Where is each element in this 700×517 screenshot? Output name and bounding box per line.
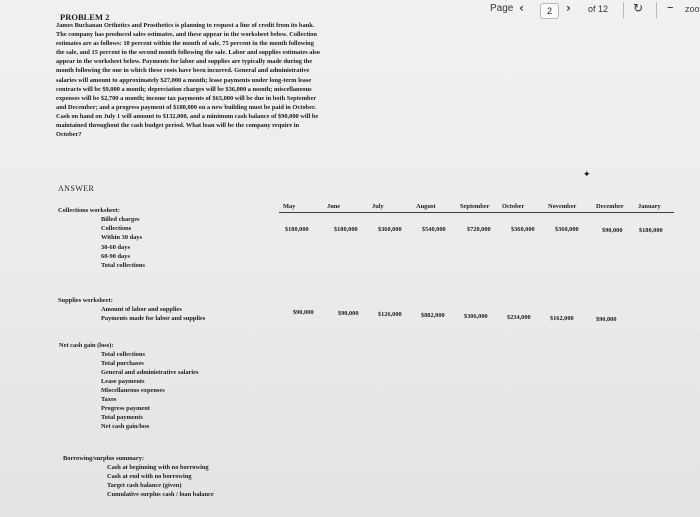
month-header: November [548,203,577,210]
month-header: June [327,203,341,210]
problem-line: The company has produced sales estimates, and these appear in the worksheet below. Collection [56,31,317,39]
row-label: Lease payments [101,378,145,385]
billed-charge-value: $180,000 [285,226,309,233]
billed-charge-value: $720,000 [467,226,491,233]
row-label: Total purchases [101,360,144,367]
answer-label: ANSWER [58,184,95,193]
month-header: October [502,203,525,210]
page-label: Page [490,3,514,14]
header-rule [279,212,674,213]
borrowing-heading: Borrowing/surplus summary: [63,455,145,462]
chevron-left-icon[interactable]: ‹ [519,1,524,15]
problem-statement [56,21,436,139]
problem-line: maintained throughout the cash budget period. What loan will be the company require in [56,122,300,130]
month-header: December [596,203,624,210]
billed-charge-value: $360,000 [378,226,402,233]
supplies-value: $90,000 [596,316,617,323]
problem-line: and December; and a progress payment of $180,000 on a new building must be paid in October. [56,103,316,111]
problem-line: James Buchanan Orthotics and Prosthetics is planning to request a line of credit from its bank. [56,22,315,29]
billed-charge-value: $540,000 [422,226,446,233]
problem-line: expenses will be $2,700 a month; income tax payments of $63,000 will be due in both September [56,94,317,102]
supplies-value: $162,000 [550,315,574,322]
billed-charge-value: $360,000 [555,226,579,233]
supplies-value: $90,000 [293,309,314,316]
problem-line: October? [56,131,82,139]
problem-line: the sale, and 15 percent in the second month following the sale. Labor and supplies estimates also [56,49,320,57]
supplies-heading: Supplies worksheet: [58,297,113,304]
refresh-icon[interactable]: ↻ [633,1,644,15]
billed-charge-value: $180,000 [334,226,358,233]
zoom-label: zoo [685,4,700,14]
month-header: August [416,203,436,210]
supplies-value: $234,000 [507,314,531,321]
row-label: Cash at beginning with no borrowing [107,464,209,471]
month-header: May [283,203,296,210]
row-label: Collections [101,225,132,232]
row-label: General and administrative salaries [101,369,199,376]
row-label: Total collections [101,351,145,358]
problem-line: appear in the worksheet below. Payments for labor and supplies are typically made during the [56,58,313,66]
row-label: Total collections [101,262,145,269]
problem-title: PROBLEM 2 [60,12,110,22]
row-label: Billed charges [101,216,140,223]
month-header: July [372,203,384,210]
row-label: Within 30 days [101,234,143,241]
billed-charge-value: $90,000 [602,227,623,234]
month-header: September [460,203,490,210]
row-label: Taxes [101,396,117,403]
mouse-cursor-icon: ✦ [583,170,591,180]
supplies-value: $126,000 [378,311,402,318]
row-label: Total payments [101,414,143,421]
problem-line: salaries will amount to approximately $27,000 a month; lease payments under long-term lease [56,76,312,84]
row-label: Net cash gain/loss [101,423,150,430]
row-label: 60-90 days [101,253,130,260]
minus-icon[interactable]: – [667,0,674,15]
row-label: Amount of labor and supplies [101,306,182,313]
page-number-input[interactable]: 2 [540,3,559,19]
problem-line: estimates are as follows: 10 percent within the month of sale, 75 percent in the month following [56,40,314,48]
supplies-value: $882,000 [421,312,445,319]
supplies-value: $90,000 [338,310,359,317]
problem-line: contracts will be $9,000 a month; depreciation charges will be $36,000 a month; miscellaneous [56,85,312,93]
net-cash-heading: Net cash gain (loss): [59,342,114,349]
billed-charge-value: $360,000 [511,226,535,233]
problem-line: month following the one in which these costs have been incurred. General and administrative [56,67,310,75]
billed-charge-value: $180,000 [639,227,663,234]
supplies-value: $306,000 [464,313,488,320]
collections-heading: Collections worksheet: [58,207,120,214]
problem-line: Cash on hand on July 1 will amount to $132,000, and a minimum cash balance of $90,000 will be [56,112,319,120]
row-label: Target cash balance (given) [107,482,182,489]
row-label: Cash at end with no borrowing [107,473,192,480]
month-header: January [638,203,661,210]
row-label: Progress payment [101,405,150,412]
chevron-right-icon[interactable]: › [566,1,571,15]
page-count: of 12 [588,4,609,14]
row-label: Cumulative surplus cash / loan balance [107,491,214,498]
row-label: 30-60 days [101,244,130,251]
row-label: Payments made for labor and supplies [101,315,206,322]
row-label: Miscellaneous expenses [101,387,165,394]
